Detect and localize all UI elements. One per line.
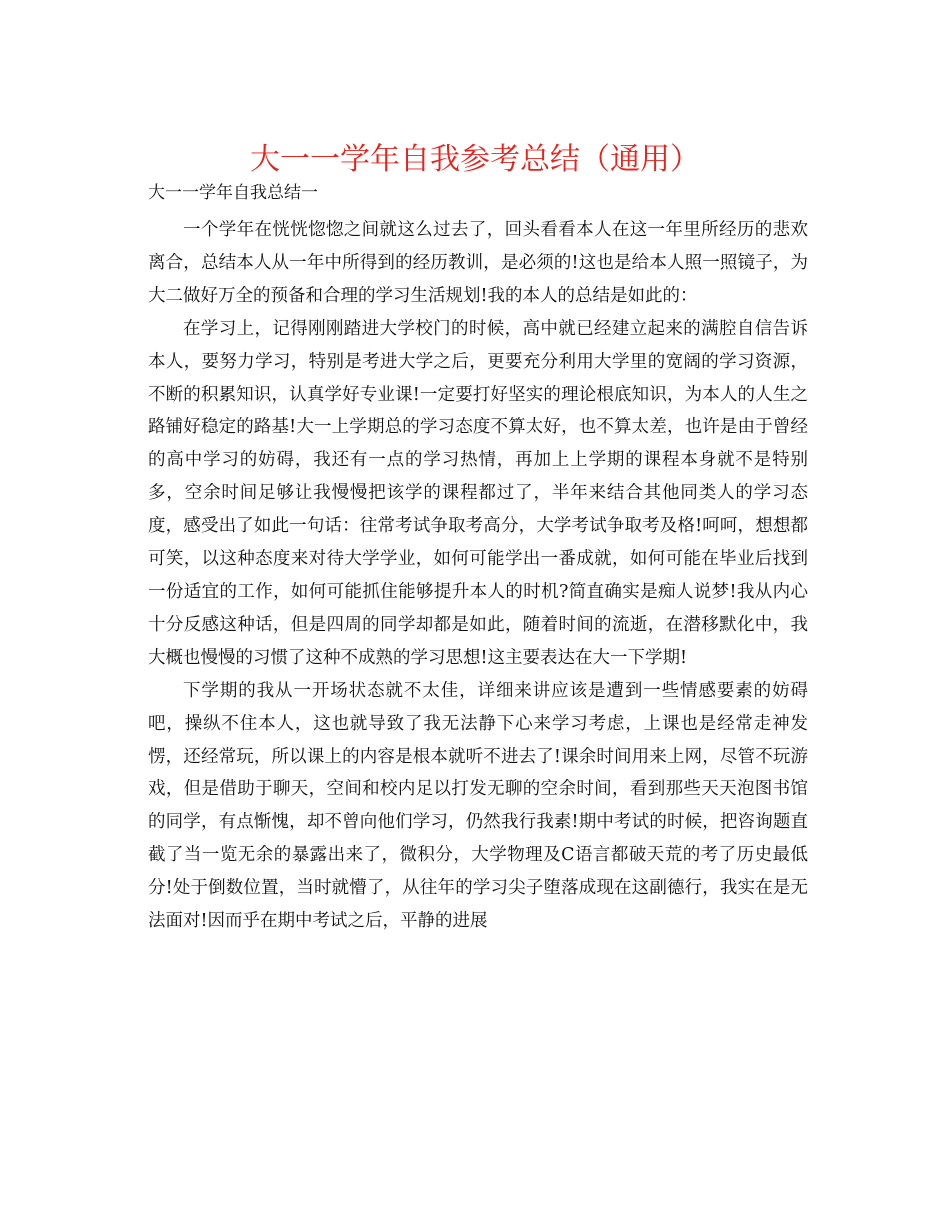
document-title: 大一一学年自我参考总结（通用） — [250, 142, 700, 177]
paragraph-study-second-term: 下学期的我从一开场状态就不太佳，详细来讲应该是遭到一些情感要素的妨碍吧，操纵不住本人，这也就导致了我无法静下心来学习考虑，上课也是经常走神发愣，还经常玩，所以课上的内容是根本就听不进去了!课余时间用来上网，尽管不玩游戏，但是借助于聊天，空间和校内足以打发无聊的空余时间，看到那些天天泡图书馆的同学，有点惭愧，却不曾向他们学习，仍然我行我素!期中考试的时候，把咨询题直截了当一览无余的暴露出来了，微积分，大学物理及C语言都破天荒的考了历史最低分!处于倒数位置，当时就懵了，从往年的学习尖子堕落成现在这副德行，我实在是无法面对!因而乎在期中考试之后，平静的进展 — [148, 680, 808, 932]
paragraph-intro: 一个学年在恍恍惚惚之间就这么过去了，回头看看本人在这一年里所经历的悲欢离合，总结本人从一年中所得到的经历教训，是必须的!这也是给本人照一照镜子，为大二做好万全的预备和合理的学习生活规划!我的本人的总结是如此的： — [148, 220, 808, 306]
document-body — [148, 214, 808, 938]
paragraph-study-first-term: 在学习上，记得刚刚踏进大学校门的时候，高中就已经建立起来的满腔自信告诉本人，要努力学习，特别是考进大学之后，更要充分利用大学里的宽阔的学习资源，不断的积累知识，认真学好专业课!一定要打好坚实的理论根底知识，为本人的人生之路铺好稳定的路基!大一上学期总的学习态度不算太好，也不算太差，也许是由于曾经的高中学习的妨碍，我还有一点的学习热情，再加上上学期的课程本身就不是特别多，空余时间足够让我慢慢把该学的课程都过了，半年来结合其他同类人的学习态度，感受出了如此一句话：往常考试争取考高分，大学考试争取考及格!呵呵，想想都可笑，以这种态度来对待大学学业，如何可能学出一番成就，如何可能在毕业后找到一份适宜的工作，如何可能抓住能够提升本人的时机?简直确实是痴人说梦!我从内心十分反感这种话，但是四周的同学却都是如此，随着时间的流逝，在潜移默化中，我大概也慢慢的习惯了这种不成熟的学习思想!这主要表达在大一下学期! — [148, 318, 808, 668]
document-subtitle: 大一一学年自我总结一 — [148, 183, 318, 203]
